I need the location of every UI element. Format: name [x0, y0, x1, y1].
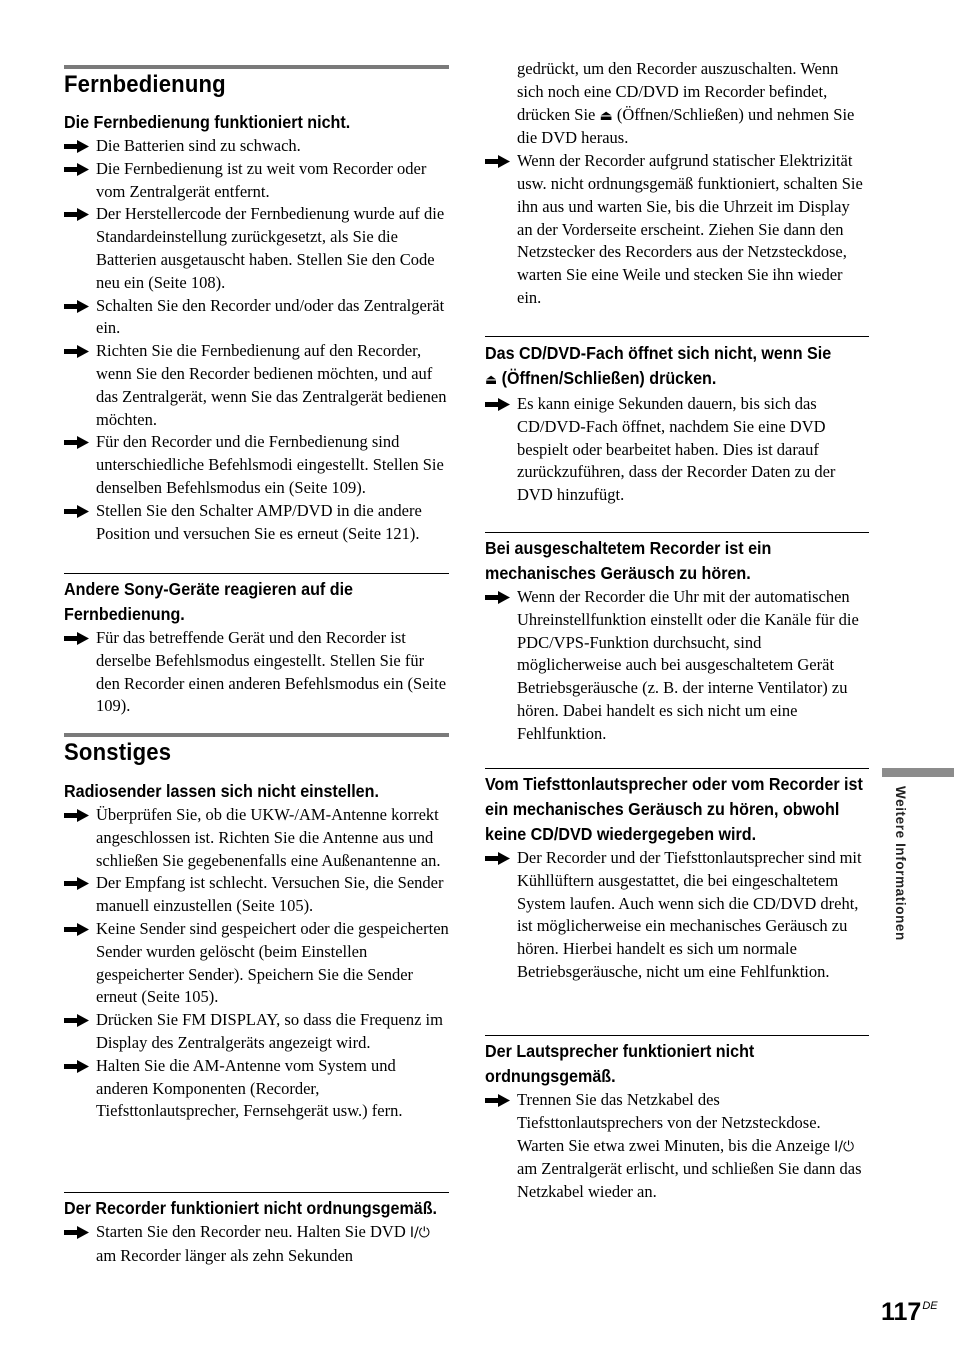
item-list [485, 1089, 869, 1204]
item-list [64, 804, 449, 1123]
arrow-icon [64, 140, 89, 153]
arrow-icon [64, 809, 89, 822]
arrow-icon [64, 1014, 89, 1027]
side-section-label: Weitere Informationen [893, 786, 908, 941]
list-item: Wenn der Recorder die Uhr mit der automatischen Uhreinstellfunktion einstellt oder die Kanäle für die PDC/VPS-Funktion durchsucht, sind möglicherweise auch bei ausgeschaltetem Gerät Betriebsgeräusche (z. B. der interne Ventilator) zu hören. Dabei handelt es sich nicht um eine Fehlfunktion. [485, 586, 869, 746]
arrow-icon [64, 632, 89, 645]
page-number-value: 117 [881, 1298, 922, 1326]
list-item: Richten Sie die Fernbedienung auf den Recorder, wenn Sie den Recorder bedienen möchten, und auf das Zentralgerät, wenn Sie das Zentralgerät bedienen möchten. [64, 340, 449, 431]
list-item: Für das betreffende Gerät und den Recorder ist derselbe Befehlsmodus eingestellt. Stellen Sie für den Recorder einen anderen Befehlsmodus ein (Seite 109). [64, 627, 449, 718]
item-list [64, 135, 449, 545]
block-heading: Das CD/DVD-Fach öffnet sich nicht, wenn Sie ⏏ (Öffnen/Schließen) drücken. [485, 343, 832, 388]
item-list [485, 393, 869, 507]
section-sonstiges [64, 733, 449, 767]
block-speaker-malfunction [485, 1035, 869, 1204]
section-title-sonstiges: Sonstiges [64, 739, 172, 766]
arrow-icon [64, 345, 89, 358]
list-item: Halten Sie die AM-Antenne vom System und anderen Komponenten (Recorder, Tiefsttonlautsprecher, Fernsehgerät usw.) fern. [64, 1055, 449, 1123]
block-radio-stations [64, 779, 449, 1123]
block-heading: Der Lautsprecher funktioniert nicht ordnungsgemäß. [485, 1041, 755, 1086]
list-item: Die Batterien sind zu schwach. [64, 135, 449, 158]
block-heading: Radiosender lassen sich nicht einstellen. [64, 781, 379, 801]
list-item: Starten Sie den Recorder neu. Halten Sie DVD I/⏻ am Recorder länger als zehn Sekunden [64, 1221, 449, 1268]
list-item: Stellen Sie den Schalter AMP/DVD in die andere Position und versuchen Sie es erneut (Seite 121). [64, 500, 449, 546]
arrow-icon [485, 852, 510, 865]
block-heading: Vom Tiefsttonlautsprecher oder vom Recorder ist ein mechanisches Geräusch zu hören, obwohl keine CD/DVD wiedergegeben wird. [485, 774, 863, 844]
page-number [881, 1298, 938, 1327]
list-item: Überprüfen Sie, ob die UKW-/AM-Antenne korrekt angeschlossen ist. Richten Sie die Antenne aus und schließen Sie gegebenenfalls eine Außenantenne an. [64, 804, 449, 872]
power-icon: I/⏻ [834, 1138, 855, 1155]
item-list [485, 150, 869, 310]
arrow-icon [64, 1060, 89, 1073]
continued-text: gedrückt, um den Recorder auszuschalten. Wenn sich noch eine CD/DVD im Recorder befindet, drücken Sie ⏏ (Öffnen/Schließen) und nehmen Sie die DVD heraus. [517, 59, 855, 148]
list-item: Es kann einige Sekunden dauern, bis sich das CD/DVD-Fach öffnet, nachdem Sie eine DVD bespielt oder bearbeitet haben. Dies ist darauf zurückzuführen, dass der Recorder Daten zu der DVD hinzufügt. [485, 393, 869, 507]
block-noise-when-off [485, 532, 869, 746]
block-heading: Die Fernbedienung funktioniert nicht. [64, 112, 351, 132]
arrow-icon [64, 436, 89, 449]
block-other-sony-devices [64, 573, 449, 718]
item-list [485, 586, 869, 746]
arrow-icon [64, 208, 89, 221]
list-item: Die Fernbedienung ist zu weit vom Recorder oder vom Zentralgerät entfernt. [64, 158, 449, 204]
list-item: Der Herstellercode der Fernbedienung wurde auf die Standardeinstellung zurückgesetzt, als Sie die Batterien ausgetauscht haben. Stellen Sie den Code neu ein (Seite 108). [64, 203, 449, 294]
arrow-icon [64, 877, 89, 890]
power-icon: I/⏻ [409, 1225, 430, 1241]
arrow-icon [485, 155, 510, 168]
eject-icon: ⏏ [599, 107, 613, 124]
block-tray-not-opening [485, 336, 869, 507]
list-item: Keine Sender sind gespeichert oder die gespeicherten Sender wurden gelöscht (beim Einstellen gespeicherter Sender). Speichern Sie die Sender erneut (Seite 105). [64, 918, 449, 1009]
arrow-icon [485, 398, 510, 411]
page-language-suffix: DE [922, 1300, 938, 1312]
item-list [64, 627, 449, 718]
list-item: Trennen Sie das Netzkabel des Tiefsttonlautsprechers von der Netzsteckdose. Warten Sie etwa zwei Minuten, bis die Anzeige I/⏻ am Zentralgerät erlischt, und schließen Sie dann das Netzkabel wieder an. [485, 1089, 869, 1204]
arrow-icon [64, 923, 89, 936]
eject-icon: ⏏ [485, 372, 498, 388]
block-heading: Bei ausgeschaltetem Recorder ist ein mechanisches Geräusch zu hören. [485, 538, 772, 583]
section-title-fernbedienung: Fernbedienung [64, 71, 226, 98]
arrow-icon [64, 300, 89, 313]
list-item: Der Recorder und der Tiefsttonlautsprecher sind mit Kühllüftern ausgestattet, die bei eingeschaltetem System laufen. Auch wenn sich die CD/DVD dreht, ist möglicherweise ein mechanisches Geräusch zu hören. Hierbei handelt es sich um normale Betriebsgeräusche, nicht um eine Fehlfunktion. [485, 847, 869, 984]
list-item: Schalten Sie den Recorder und/oder das Zentralgerät ein. [64, 295, 449, 341]
section-tab-marker [882, 768, 954, 777]
arrow-icon [64, 505, 89, 518]
item-list [64, 1221, 449, 1268]
arrow-icon [64, 1226, 89, 1239]
section-fernbedienung [64, 65, 449, 99]
block-recorder-malfunction-continued [485, 58, 869, 310]
list-item: Drücken Sie FM DISPLAY, so dass die Frequenz im Display des Zentralgeräts angezeigt wird. [64, 1009, 449, 1055]
arrow-icon [485, 1094, 510, 1107]
arrow-icon [64, 163, 89, 176]
list-item: Der Empfang ist schlecht. Versuchen Sie, die Sender manuell einzustellen (Seite 105). [64, 872, 449, 918]
block-subwoofer-noise [485, 768, 869, 984]
list-item: Für den Recorder und die Fernbedienung sind unterschiedliche Befehlsmodi eingestellt. Stellen Sie denselben Befehlsmodus ein (Seite 109). [64, 431, 449, 499]
block-heading: Der Recorder funktioniert nicht ordnungsgemäß. [64, 1198, 438, 1218]
block-heading: Andere Sony-Geräte reagieren auf die Fernbedienung. [64, 579, 354, 624]
list-item: Wenn der Recorder aufgrund statischer Elektrizität usw. nicht ordnungsgemäß funktioniert, schalten Sie ihn aus und warten Sie, bis die Uhrzeit im Display an der Vorderseite erscheint. Ziehen Sie dann den Netzstecker des Recorders aus der Netzsteckdose, warten Sie eine Weile und stecken Sie ihn wieder ein. [485, 150, 869, 310]
block-recorder-malfunction [64, 1192, 449, 1268]
block-remote-not-working [64, 110, 449, 545]
arrow-icon [485, 591, 510, 604]
item-list [485, 847, 869, 984]
